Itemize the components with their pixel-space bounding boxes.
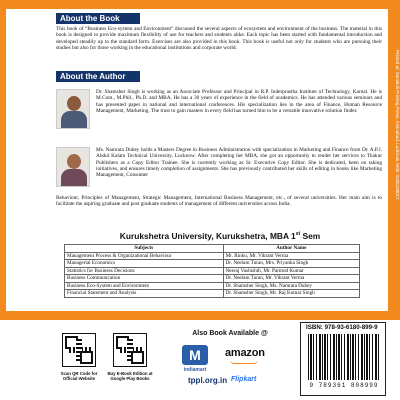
- divider-band: [0, 311, 400, 320]
- author-cell: Dr. Shamsher Singh, Ms. Namrata Dubey: [223, 282, 359, 290]
- about-book-text: This book of “Business Eco-system and Environment” discussed the several aspects of ecosystem and environment of the business. The material in this book is designed to provide maximum flexibility of use for teachers and students alike. Each topic has been started with fundamental introduction and developed steadily up to the standard form. Exercises are also provided in this book. This book is useful not only for students who are pursuing their studies but also for those working in the educational institutions and corporate world.: [56, 26, 382, 51]
- author2-bio: Ms. Namrata Dubey holds a Masters Degree in Business Administration with specialization in Marketing and Finance from Dr. A.P.J. Abdul Kalam Technical University, Lucknow. After completing her MBA, she got an opportunity to render her services to Thakur Publishers as a Copy Editor Trainee. She is currently working as Sr. Executive Copy Editor. She is dedicated, keen on taking initiatives, and ensures timely completion of assignments. She has previously contributed her skills of editing in books like Marketing Management, Consumer: [96, 147, 382, 179]
- column-header-author: Author Name: [223, 245, 359, 253]
- author-cell: Dr. Neelam Turan, Mr. Vikrant Verma: [223, 275, 359, 283]
- also-available-title: Also Book Available @: [192, 330, 268, 337]
- isbn-number: ISBN: 978-93-6180-899-9: [306, 324, 378, 331]
- left-border: [0, 9, 6, 311]
- author-cell: Dr. Neelam Turan, Mrs. Priyanka Singh: [223, 260, 359, 268]
- university-title-end: Sem: [300, 231, 321, 241]
- indiamart-label: indiamart: [183, 367, 207, 373]
- table-header-row: [65, 245, 360, 253]
- table-row: [65, 282, 360, 290]
- qr1-caption: Scan QR Code for Official Website: [60, 371, 98, 381]
- about-author-heading: About the Author: [56, 71, 140, 82]
- subject-cell: Management Process & Organizational Behaviour: [65, 252, 224, 260]
- table-row: [65, 290, 360, 298]
- author2-body: [61, 169, 87, 187]
- subject-cell: Business Communication: [65, 275, 224, 283]
- tppl-website-link[interactable]: tppl.org.in: [188, 376, 228, 385]
- subjects-table: [64, 244, 360, 298]
- qr-code-website[interactable]: [62, 333, 96, 367]
- printer-note: Printed at: Sanskriti Printing Press, Aminabad, Lucknow. Mob. 9335108017: [395, 50, 400, 200]
- indiamart-logo-icon[interactable]: M: [182, 345, 208, 365]
- author1-head: [67, 96, 81, 111]
- university-title: [90, 231, 350, 241]
- barcode-icon: [308, 334, 380, 380]
- author-cell: Mr. Rinku, Mr. Vikrant Verma: [223, 252, 359, 260]
- qr-pattern: [127, 339, 133, 361]
- qr-code-ebook[interactable]: [113, 333, 147, 367]
- subject-cell: Financial Statement and Analysis: [65, 290, 224, 298]
- flipkart-logo[interactable]: Flipkart: [231, 376, 257, 383]
- semester-superscript: st: [295, 231, 301, 238]
- barcode-number: 9 789361 808999: [309, 382, 379, 389]
- author2-photo: [56, 147, 90, 187]
- table-row: [65, 275, 360, 283]
- amazon-logo[interactable]: amazon: [225, 347, 265, 359]
- top-border: [0, 0, 400, 9]
- qr-pattern: [76, 339, 82, 361]
- about-book-heading: About the Book: [56, 13, 140, 24]
- author1-photo: [56, 89, 90, 129]
- table-row: [65, 252, 360, 260]
- table-row: [65, 267, 360, 275]
- author1-bio: Dr. Shamsher Singh is working as an Associate Professor and Principal in R.P. Inderprastha Institute of Technology, Karnal. He is M.Com., M.Phil., Ph.D. and MBA. He has a 30 years of experience in the field of academics. He has attended various seminars and has presented paper in national and international conferences. His specialization lies in the area of Finance, Human Resource Management, Marketing. The trust to gain masters in every field has turned him to be a versatile innovative solution finder.: [96, 89, 382, 114]
- author1-body: [61, 111, 87, 129]
- column-header-subjects: Subjects: [65, 245, 224, 253]
- table-row: [65, 260, 360, 268]
- author-cell: Dr. Shamsher Singh, Mr. Raj Kumar Singh: [223, 290, 359, 298]
- amazon-smile-icon: [230, 360, 258, 364]
- subject-cell: Managerial Economics: [65, 260, 224, 268]
- subject-cell: Statistics for Business Decisions: [65, 267, 224, 275]
- author2-head: [67, 154, 81, 169]
- qr2-caption: Buy E-Book Edition at Google Play Books: [107, 371, 153, 381]
- author2-bio-continued: Behaviour, Principles of Management, Strategic Management, International Business Management, etc., of several universities. Her main aim is to facilitate the aspiring graduate and post graduate students of management of different universities across India.: [56, 195, 382, 208]
- subject-cell: Business Eco-System and Environment: [65, 282, 224, 290]
- back-cover-content: [56, 9, 382, 311]
- university-title-text: Kurukshetra University, Kurukshetra, MBA 1: [119, 231, 296, 241]
- author-cell: Neeraj Vashishth, Mr. Parmod Kumar: [223, 267, 359, 275]
